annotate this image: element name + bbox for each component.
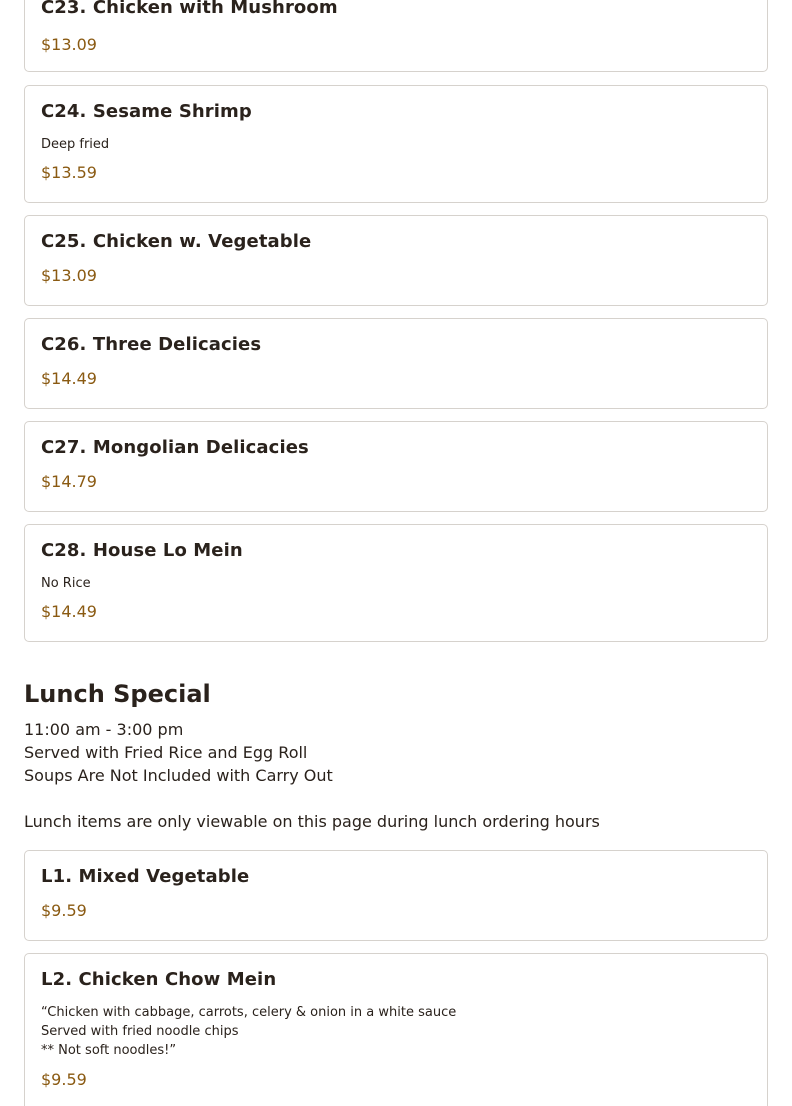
item-description: No Rice	[41, 576, 91, 591]
item-price: $14.49	[41, 369, 97, 388]
item-name: C25. Chicken w. Vegetable	[41, 231, 312, 252]
menu-item-card[interactable]	[24, 953, 768, 1106]
item-price: $13.09	[41, 266, 97, 285]
section-hours: 11:00 am - 3:00 pm	[24, 720, 184, 739]
section-note-rice: Served with Fried Rice and Egg Roll	[24, 743, 308, 762]
item-name: L1. Mixed Vegetable	[41, 866, 250, 887]
item-price: $14.79	[41, 472, 97, 491]
item-name: C28. House Lo Mein	[41, 540, 243, 561]
item-price: $13.59	[41, 163, 97, 182]
item-name: C23. Chicken with Mushroom	[41, 0, 338, 18]
menu-item-card[interactable]	[24, 318, 768, 409]
item-name: C24. Sesame Shrimp	[41, 101, 252, 122]
menu-item-card[interactable]	[24, 85, 768, 203]
menu-item-card[interactable]	[24, 215, 768, 306]
menu-item-card[interactable]	[24, 0, 768, 72]
item-price: $14.49	[41, 602, 97, 621]
menu-item-card[interactable]	[24, 524, 768, 642]
item-name: L2. Chicken Chow Mein	[41, 969, 277, 990]
item-price: $9.59	[41, 901, 87, 920]
section-title: Lunch Special	[24, 680, 211, 708]
item-name: C27. Mongolian Delicacies	[41, 437, 309, 458]
item-description: “Chicken with cabbage, carrots, celery & onion in a white sauce Served with fried noodle chips ** Not soft noodles!”	[41, 1005, 457, 1058]
item-name: C26. Three Delicacies	[41, 334, 262, 355]
section-notice: Lunch items are only viewable on this page during lunch ordering hours	[24, 812, 600, 831]
menu-item-card[interactable]	[24, 850, 768, 941]
item-description: Deep fried	[41, 137, 110, 152]
item-price: $13.09	[41, 35, 97, 54]
item-price: $9.59	[41, 1070, 87, 1089]
section-note-soup: Soups Are Not Included with Carry Out	[24, 766, 333, 785]
menu-item-card[interactable]	[24, 421, 768, 512]
